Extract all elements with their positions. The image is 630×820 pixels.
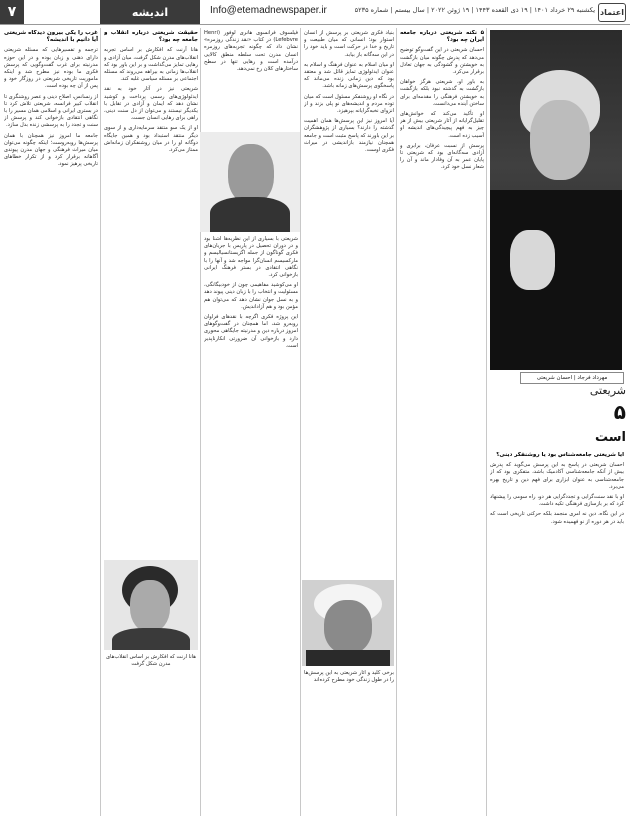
- paragraph: او میان اسلام به عنوان فرهنگ و اسلام به عنوان ایدئولوژی تمایز قائل شد و معتقد بود که دین زمانی زنده می‌ماند که پاسخگوی پرسش‌های زمانه باشد.: [304, 61, 394, 90]
- newspaper-logo: اعتماد: [598, 3, 626, 22]
- column-heading: آیا شریعتی جامعه‌شناس بود یا روشنفکر دینی؟: [496, 452, 624, 458]
- page-number: ۷: [0, 0, 24, 24]
- column-divider: [300, 28, 301, 816]
- article-column-3-top: [204, 30, 298, 130]
- column-divider: [486, 28, 487, 816]
- paragraph: از رنسانس، اصلاح دینی و عصر روشنگری تا انقلاب کبیر فرانسه، شریعتی تلاش کرد تا در بستری ایرانی و اسلامی همان مسیر را با نگاهی انتقادی بازخوانی کند و پرسش از سنت و تجدد را به پرسشی زنده بدل سازد.: [4, 93, 98, 129]
- article-column-1: [4, 30, 98, 814]
- column-divider: [100, 28, 101, 816]
- paragraph: پرسش از نسبت عرفان، برابری و آزادی سه‌گانه‌ای بود که شریعتی تا پایان عمر به آن وفادار ماند و آن را شعار نسل خود کرد.: [400, 142, 484, 171]
- paragraph: احسان شریعتی در پاسخ به این پرسش می‌گوید که پدرش بیش از آنکه جامعه‌شناسی آکادمیک باشد، متفکری بود که از جامعه‌شناسی به عنوان ابزاری برای فهم دین و تاریخ بهره می‌برد.: [490, 462, 624, 490]
- paragraph: او با نقد سنت‌گرایی و تجددگرایی هر دو، راه سومی را پیشنهاد کرد که بر بازسازی فرهنگی تکیه داشت.: [490, 494, 624, 508]
- paragraph: جامعه ما امروز نیز همچنان با همان پرسش‌ها روبه‌روست؛ اینکه چگونه می‌توان میان میراث فرهنگی و جهان مدرن پیوندی آگاهانه برقرار کرد و از تکرار خطاهای تاریخی پرهیز نمود.: [4, 132, 98, 168]
- paragraph: ترجمه و تفسیرهایی که مسئله شریعتی دارای ذهنی و زبان بوده و در این حوزه مدرنیته برای غرب گفت‌وگویی که پرسش فکری ما بوده نیز مطرح شد و اینکه ماموریت تاریخی شریعتی در روزگار خود و پس از آن چه بوده است.: [4, 47, 98, 90]
- article-column-4: [304, 30, 394, 575]
- column-divider: [396, 28, 397, 816]
- email-address[interactable]: Info@etemadnewspaper.ir: [210, 5, 327, 16]
- article-column-2: [104, 30, 198, 555]
- photo-caption: هانا آرنت که افکارش بر اساس انقلاب‌های مدرن شکل گرفت: [105, 654, 197, 668]
- portrait-photo-arendt: [104, 560, 198, 650]
- paragraph: در این نگاه، دین نه امری منجمد بلکه حرکتی تاریخی است که باید در هر دوره از نو فهمیده شود.: [490, 511, 624, 525]
- column-heading: ۵ نکته شریعتی درباره جامعه ایران چه بود؟: [400, 30, 484, 44]
- article-column-3: [204, 236, 298, 814]
- paragraph: او تأکید می‌کند که خوانش‌های تقلیل‌گرایانه از آثار شریعتی بیش از هر چیز به فهم پیچیدگی‌های اندیشه او آسیب زده است.: [400, 111, 484, 139]
- main-photo: [490, 30, 622, 370]
- article-title-partial: شریعتی: [589, 384, 626, 397]
- paragraph: او از یک سو منتقد سرمایه‌داری و از سوی دیگر منتقد استبداد بود و همین جایگاه دوگانه او را در میان روشنفکران زمانه‌اش ممتاز می‌کرد.: [104, 125, 198, 154]
- headline-fragment: ۵: [613, 400, 626, 424]
- column-heading: غرب را یکی بیرون دیدگاه شریعتی آیا دانیم با اندیشه؟: [4, 30, 98, 44]
- paragraph: هانا آرنت که افکارش بر اساس تجربه انقلاب‌های مدرن شکل گرفت، میان آزادی و رهایی تمایز می‌گذاشت و بر این باور بود که انقلاب‌ها زمانی به بیراهه می‌روند که مسئله اجتماعی بر مسئله سیاسی غلبه کند.: [104, 47, 198, 83]
- main-photo-caption: مهرداد فرجاد | احسان شریعتی: [520, 372, 624, 384]
- paragraph: در نگاه او روشنفکر مسئول است که میان توده مردم و اندیشه‌های نو پلی بزند و از انزوای نخبه‌گرایانه بپرهیزد.: [304, 93, 394, 115]
- article-column-6: [490, 452, 624, 814]
- paragraph: شریعتی نیز در آثار خود به نقد ایدئولوژی‌های رسمی پرداخت و کوشید نشان دهد که ایمان و آزادی در تقابل با یکدیگر نیستند و می‌توان از دل سنت دینی، راهی برای رهایی انسان جست.: [104, 86, 198, 122]
- portrait-photo-lefebvre: [200, 132, 300, 232]
- portrait-photo-elderly: [302, 580, 394, 666]
- article-column-5: [400, 30, 484, 814]
- paragraph: احسان شریعتی در این گفت‌وگو توضیح می‌دهد که پدرش چگونه میان بازگشت به خویشتن و گشودگی به جهان تعادل برقرار می‌کرد.: [400, 47, 484, 76]
- paragraph: این پروژه فکری اگرچه با نقدهای فراوان روبه‌رو شد، اما همچنان در گفت‌وگوهای امروز درباره دین و مدرنیته جایگاهی محوری دارد و بازخوانی آن ضرورتی انکارناپذیر است.: [204, 314, 298, 349]
- column-heading: حقیقت شریعتی درباره انقلاب و جامعه چه بود؟: [104, 30, 198, 44]
- paragraph: به باور او، شریعتی هرگز خواهان بازگشت به گذشته نبود بلکه بازگشت به خویشتن فرهنگی را مقدمه‌ای برای ساختن آینده می‌دانست.: [400, 79, 484, 107]
- paragraph: فیلسوف فرانسوی هانری لوفور (Henri Lefebvre) در کتاب «نقد زندگی روزمره» نشان داد که چگونه تجربه‌های روزمره انسان مدرن تحت سلطه منطق کالایی درآمده است و رهایی تنها در سطح ساختارهای کلان رخ نمی‌دهد.: [204, 30, 298, 73]
- photo-caption: برخی کلید و آثار شریعتی به این پرسش‌ها را در طول زندگی خود مطرح کرده‌اند: [304, 670, 394, 684]
- paragraph: بنیاد فکری شریعتی بر پرسش از انسان استوار بود؛ انسانی که میان طبیعت و تاریخ و خدا در حرکت است و باید خود را در این سه‌گانه باز بیابد.: [304, 30, 394, 58]
- dateline: یکشنبه ۲۹ خرداد ۱۴۰۱ | ۱۹ ذی القعده ۱۴۴۳ | ۱۹ ژوئن ۲۰۲۲ | سال بیستم | شماره ۵۲۳۵: [354, 6, 595, 14]
- page-header: [0, 0, 630, 25]
- paragraph: آیا امروز نیز این پرسش‌ها همان اهمیت گذشته را دارند؟ بسیاری از پژوهشگران بر این باورند که پاسخ مثبت است و جامعه همچنان نیازمند بازاندیشی در میراث فکری اوست.: [304, 118, 394, 154]
- paragraph: شریعتی با بسیاری از این نظریه‌ها آشنا بود و در دوران تحصیل در پاریس با جریان‌های فکری گوناگون از جمله اگزیستانسیالیسم و مارکسیسم انسان‌گرا مواجه شد و آنها را با نگاهی انتقادی در بستر فرهنگ ایرانی بازخوانی کرد.: [204, 236, 298, 279]
- paragraph: او می‌کوشید مفاهیمی چون از خودبیگانگی، مسئولیت و انتخاب را با زبان دینی پیوند دهد و به نسل جوان نشان دهد که می‌توان هم مؤمن بود و هم آزاداندیش.: [204, 282, 298, 310]
- headline-fragment: است: [594, 430, 626, 445]
- section-title: اندیشه: [100, 0, 200, 24]
